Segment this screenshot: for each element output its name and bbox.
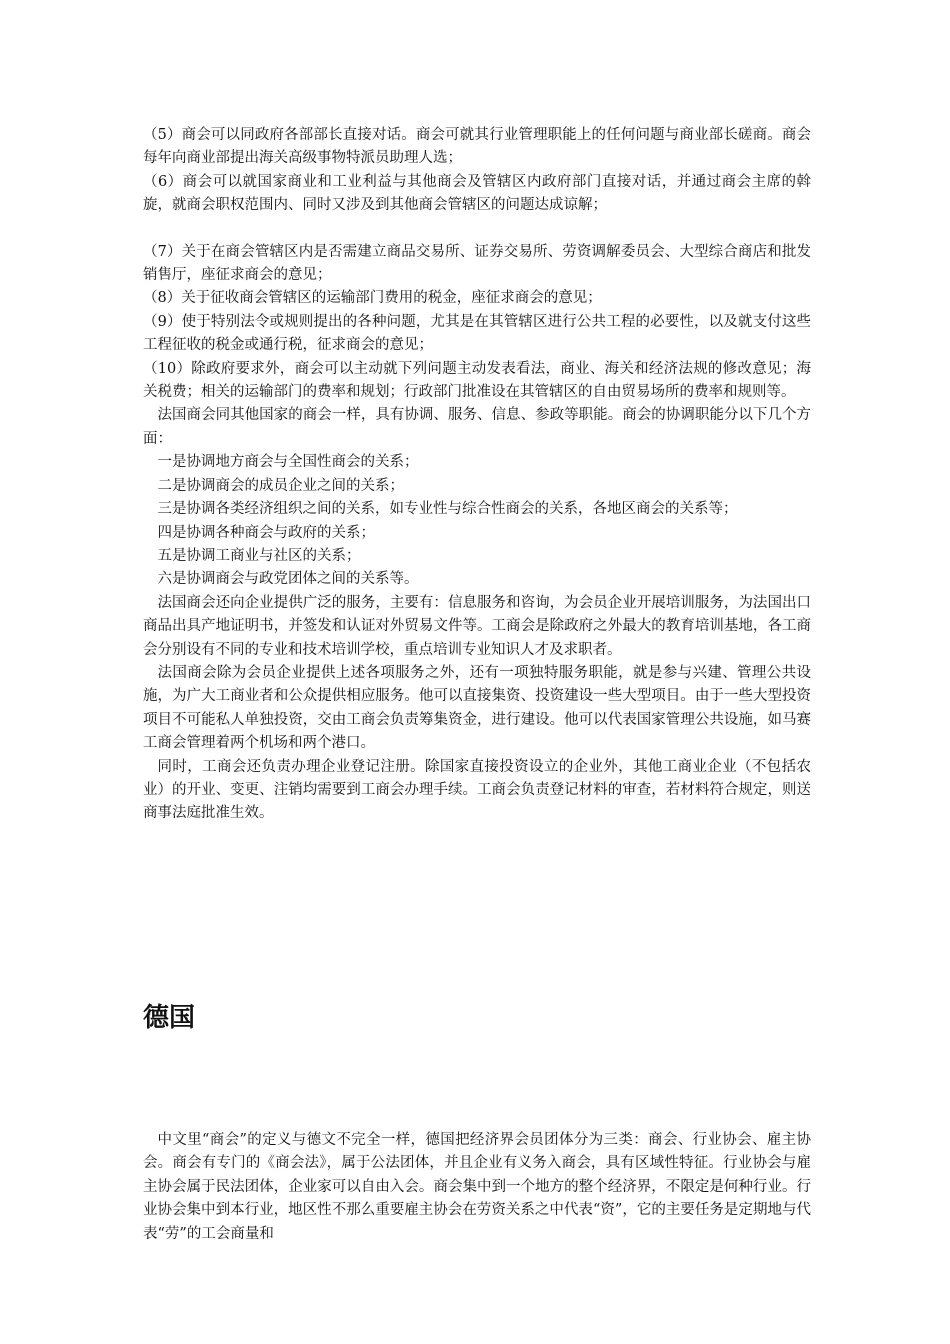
paragraph-gap — [143, 218, 811, 241]
coordination-item: 三是协调各类经济组织之间的关系，如专业性与综合性商会的关系，各地区商会的关系等； — [157, 501, 738, 518]
coordination-item: 四是协调各种商会与政府的关系； — [157, 524, 375, 541]
paragraph-item-5: （5）商会可以同政府各部部长直接对话。商会可就其行业管理职能上的任何问题与商业部长磋商。商会每年向商业部提出海关高级事物特派员助理人选； — [143, 127, 811, 167]
facilities-paragraph: 法国商会除为会员企业提供上述各项服务之外，还有一项独特服务职能，就是参与兴建、管理公共设施，为广大工商业者和公众提供相应服务。他可以直接集资、投资建设一些大型项目。由于一些大型投资项目不可能私人单独投资，交由工商会负责筹集资金，进行建设。他可以代表国家管理公共设施，如马赛工商会管理着两个机场和两个港口。 — [143, 664, 811, 752]
paragraph-item-9: （9）使于特别法令或规则提出的各种问题，尤其是在其管辖区进行公共工程的必要性，以及就支付这些工程征收的税金或通行税，征求商会的意见； — [143, 313, 811, 354]
paragraph-item-6: （6）商会可以就国家商业和工业利益与其他商会及管辖区内政府部门直接对话，并通过商会主席的斡旋，就商会职权范围内、同时又涉及到其他商会管辖区的问题达成谅解； — [143, 173, 811, 214]
coordination-item: 五是协调工商业与社区的关系； — [157, 547, 361, 564]
france-section-text — [143, 124, 811, 826]
coordination-intro-paragraph: 法国商会同其他国家的商会一样，具有协调、服务、信息、参政等职能。商会的协调职能分以下几个方面： — [143, 407, 811, 447]
paragraph-item-8: （8）关于征收商会管辖区的运输部门费用的税金，座征求商会的意见； — [143, 290, 602, 307]
section-heading-germany: 德国 — [143, 1003, 196, 1033]
service-paragraph: 法国商会还向企业提供广泛的服务，主要有：信息服务和咨询，为会员企业开展培训服务，为法国出口商品出具产地证明书，并签发和认证对外贸易文件等。工商会是除政府之外最大的教育培训基地，各工商会分别设有不同的专业和技术培训学校，重点培训专业知识人才及求职者。 — [143, 594, 811, 658]
germany-section-text — [143, 1129, 811, 1246]
paragraph-item-7: （7）关于在商会管辖区内是否需建立商品交易所、证券交易所、劳资调解委员会、大型综合商店和批发销售厅，座征求商会的意见； — [143, 243, 811, 284]
registration-paragraph: 同时，工商会还负责办理企业登记注册。除国家直接投资设立的企业外，其他工商业企业（不包括农业）的开业、变更、注销均需要到工商会办理手续。工商会负责登记材料的审查，若材料符合规定，则送商事法庭批准生效。 — [143, 758, 811, 822]
coordination-item: 六是协调商会与政党团体之间的关系等。 — [157, 571, 419, 588]
coordination-item: 二是协调商会的成员企业之间的关系； — [157, 477, 404, 494]
paragraph-item-10: （10）除政府要求外，商会可以主动就下列问题主动发表看法，商业、海关和经济法规的修改意见；海关税费；相关的运输部门的费率和规划；行政部门批准设在其管辖区的自由贸易场所的费率和规则等。 — [143, 360, 811, 401]
coordination-item: 一是协调地方商会与全国性商会的关系； — [157, 454, 419, 471]
germany-intro-paragraph: 中文里“商会”的定义与德文不完全一样，德国把经济界会员团体分为三类：商会、行业协会、雇主协会。商会有专门的《商会法》，属于公法团体，并且企业有义务入商会，具有区域性特征。行业协会与雇主协会属于民法团体，企业家可以自由入会。商会集中到一个地方的整个经济界，不限定是何种行业。行业协会集中到本行业，地区性不那么重要雇主协会在劳资关系之中代表“资”，它的主要任务是定期地与代表“劳”的工会商量和 — [143, 1132, 811, 1242]
